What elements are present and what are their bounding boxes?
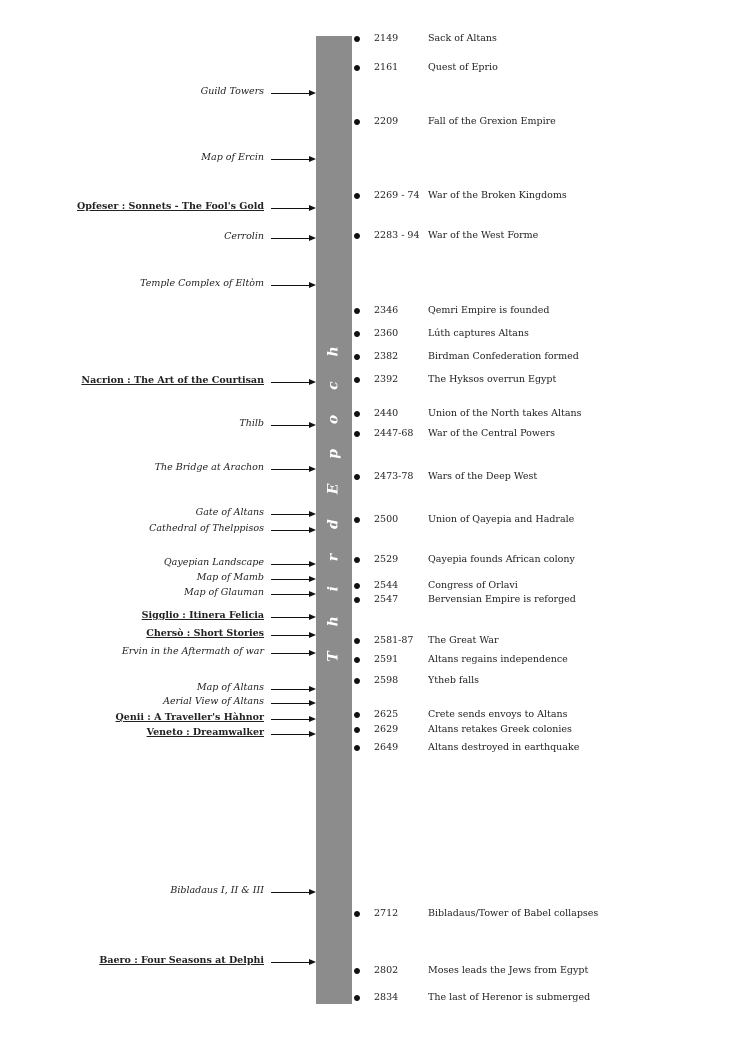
pointer-arrow-icon: [271, 425, 314, 426]
event-year: 2649: [374, 742, 399, 753]
event-label: War of the Central Powers: [428, 428, 555, 439]
event-label: The Great War: [428, 635, 499, 646]
pointer-arrow-icon: [271, 530, 314, 531]
event-dot: [354, 411, 360, 417]
event-label: Crete sends envoys to Altans: [428, 709, 568, 720]
event-year: 2581-87: [374, 635, 414, 646]
event-label: Union of the North takes Altans: [428, 408, 582, 419]
artwork-label: Temple Complex of Eltòm: [140, 278, 264, 289]
event-dot: [354, 308, 360, 314]
event-label: The Hyksos overrun Egypt: [428, 374, 557, 385]
event-label: Union of Qayepia and Hadrale: [428, 514, 575, 525]
event-label: Bervensian Empire is reforged: [428, 594, 576, 605]
event-year: 2283 - 94: [374, 230, 420, 241]
event-dot: [354, 911, 360, 917]
event-label: Altans regains independence: [428, 654, 568, 665]
event-label: Altans retakes Greek colonies: [428, 724, 572, 735]
event-dot: [354, 517, 360, 523]
event-label: The last of Herenor is submerged: [428, 992, 591, 1003]
event-year: 2591: [374, 654, 399, 665]
event-label: Ytheb falls: [428, 675, 480, 686]
event-label: Bibladaus/Tower of Babel collapses: [428, 908, 599, 919]
pointer-arrow-icon: [271, 617, 314, 618]
event-label: Qayepia founds African colony: [428, 554, 575, 565]
pointer-arrow-icon: [271, 635, 314, 636]
event-year: 2629: [374, 724, 399, 735]
pointer-arrow-icon: [271, 469, 314, 470]
literary-work-label: Chersò : Short Stories: [146, 628, 264, 639]
event-label: Qemri Empire is founded: [428, 305, 550, 316]
literary-work-label: Sigglio : Itinera Felicia: [141, 610, 264, 621]
event-year: 2500: [374, 514, 399, 525]
artwork-label: Thilb: [239, 418, 264, 429]
event-dot: [354, 65, 360, 71]
pointer-arrow-icon: [271, 285, 314, 286]
pointer-arrow-icon: [271, 962, 314, 963]
event-dot: [354, 597, 360, 603]
event-dot: [354, 995, 360, 1001]
literary-work-label: Veneto : Dreamwalker: [146, 727, 264, 738]
event-year: 2529: [374, 554, 399, 565]
event-year: 2834: [374, 992, 399, 1003]
event-label: Congress of Orlavi: [428, 580, 518, 591]
artwork-label: Map of Glauman: [184, 587, 264, 598]
event-dot: [354, 119, 360, 125]
event-dot: [354, 431, 360, 437]
literary-work-label: Nacrion : The Art of the Courtisan: [81, 375, 264, 386]
event-dot: [354, 557, 360, 563]
event-label: Wars of the Deep West: [428, 471, 538, 482]
event-label: Lúth captures Altans: [428, 328, 529, 339]
event-year: 2712: [374, 908, 399, 919]
event-label: Moses leads the Jews from Egypt: [428, 965, 589, 976]
pointer-arrow-icon: [271, 238, 314, 239]
event-year: 2547: [374, 594, 399, 605]
event-year: 2360: [374, 328, 399, 339]
event-year: 2447-68: [374, 428, 414, 439]
pointer-arrow-icon: [271, 159, 314, 160]
event-label: Altans destroyed in earthquake: [428, 742, 580, 753]
artwork-label: Map of Mamb: [196, 572, 264, 583]
event-dot: [354, 968, 360, 974]
artwork-label: Aerial View of Altans: [163, 696, 264, 707]
literary-work-label: Opfeser : Sonnets - The Fool's Gold: [76, 201, 264, 212]
event-label: Birdman Confederation formed: [428, 351, 579, 362]
epoch-label: [316, 336, 352, 662]
event-label: Quest of Eprio: [428, 62, 498, 73]
pointer-arrow-icon: [271, 579, 314, 580]
event-label: Sack of Altans: [428, 33, 497, 44]
pointer-arrow-icon: [271, 514, 314, 515]
event-year: 2802: [374, 965, 399, 976]
event-dot: [354, 354, 360, 360]
event-year: 2346: [374, 305, 399, 316]
event-dot: [354, 638, 360, 644]
event-dot: [354, 583, 360, 589]
event-label: War of the West Forme: [428, 230, 539, 241]
pointer-arrow-icon: [271, 734, 314, 735]
literary-work-label: Baero : Four Seasons at Delphi: [99, 955, 264, 966]
event-dot: [354, 233, 360, 239]
event-year: 2625: [374, 709, 399, 720]
event-dot: [354, 657, 360, 663]
event-dot: [354, 678, 360, 684]
event-dot: [354, 193, 360, 199]
event-dot: [354, 377, 360, 383]
event-label: War of the Broken Kingdoms: [428, 190, 567, 201]
event-dot: [354, 36, 360, 42]
pointer-arrow-icon: [271, 653, 314, 654]
pointer-arrow-icon: [271, 564, 314, 565]
artwork-label: Map of Altans: [196, 682, 264, 693]
event-year: 2149: [374, 33, 399, 44]
event-year: 2392: [374, 374, 399, 385]
pointer-arrow-icon: [271, 892, 314, 893]
event-year: 2161: [374, 62, 399, 73]
event-year: 2440: [374, 408, 399, 419]
artwork-label: The Bridge at Arachon: [154, 462, 264, 473]
pointer-arrow-icon: [271, 703, 314, 704]
event-dot: [354, 727, 360, 733]
artwork-label: Gate of Altans: [195, 507, 264, 518]
event-dot: [354, 745, 360, 751]
event-year: 2382: [374, 351, 399, 362]
pointer-arrow-icon: [271, 719, 314, 720]
event-dot: [354, 331, 360, 337]
event-year: 2544: [374, 580, 399, 591]
artwork-label: Cathedral of Thelppisos: [149, 523, 264, 534]
artwork-label: Guild Towers: [200, 86, 264, 97]
event-year: 2473-78: [374, 471, 414, 482]
literary-work-label: Qenii : A Traveller's Hàhnor: [115, 712, 264, 723]
event-dot: [354, 712, 360, 718]
event-year: 2598: [374, 675, 399, 686]
artwork-label: Bibladaus I, II & III: [170, 885, 264, 896]
event-dot: [354, 474, 360, 480]
event-year: 2269 - 74: [374, 190, 420, 201]
artwork-label: Qayepian Landscape: [163, 557, 264, 568]
artwork-label: Cerrolin: [224, 231, 264, 242]
pointer-arrow-icon: [271, 382, 314, 383]
epoch-label-text: T h i r d E p o c h: [326, 336, 343, 662]
artwork-label: Map of Ercin: [201, 152, 264, 163]
pointer-arrow-icon: [271, 93, 314, 94]
artwork-label: Ervin in the Aftermath of war: [121, 646, 264, 657]
pointer-arrow-icon: [271, 689, 314, 690]
event-label: Fall of the Grexion Empire: [428, 116, 556, 127]
pointer-arrow-icon: [271, 208, 314, 209]
event-year: 2209: [374, 116, 399, 127]
pointer-arrow-icon: [271, 594, 314, 595]
